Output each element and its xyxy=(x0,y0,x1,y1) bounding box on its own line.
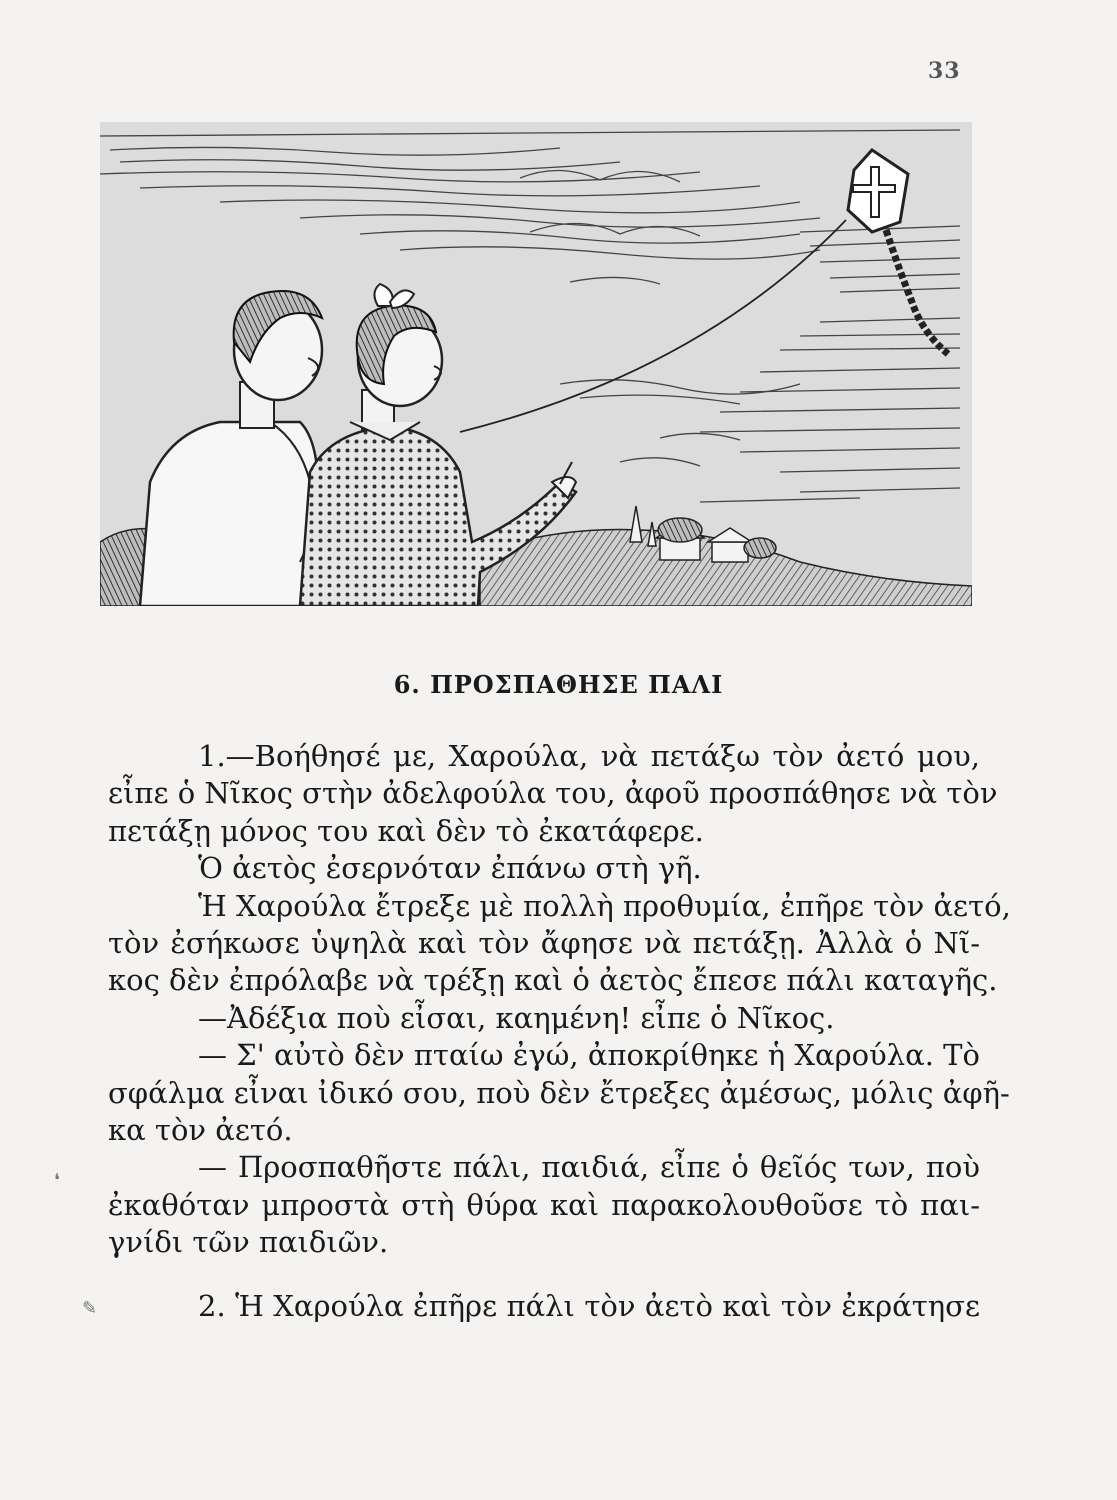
text-line: Ἡ Χαρούλα ἔτρεξε μὲ πολλὴ προθυμία, ἐπῆρε τὸν ἀετό, xyxy=(198,888,1011,923)
text-line: —Ἀδέξια ποὺ εἶσαι, καημένη! εἶπε ὁ Νῖκος. xyxy=(198,1000,835,1035)
margin-mark: ❛ xyxy=(54,1170,60,1191)
kite-illustration xyxy=(100,122,972,606)
text-line: — Σ' αὐτὸ δὲν πταίω ἐγώ, ἀποκρίθηκε ἡ Χαρούλα. Τὸ xyxy=(198,1038,980,1073)
kite-string xyxy=(460,220,846,432)
text-line: σφάλμα εἶναι ἰδικό σου, ποὺ δὲν ἔτρεξες ἀμέσως, μόλις ἀφῆ- xyxy=(108,1075,1010,1110)
text-line: εἶπε ὁ Νῖκος στὴν ἀδελφούλα του, ἀφοῦ προσπάθησε νὰ τὸν xyxy=(108,776,998,811)
chapter-title: 6. ΠΡΟΣΠΑΘΗΣΕ ΠΑΛΙ xyxy=(393,670,724,699)
text-line: κος δὲν ἐπρόλαβε νὰ τρέξῃ καὶ ὁ ἀετὸς ἔπεσε πάλι καταγῆς. xyxy=(108,963,998,998)
text-line: ἐκαθόταν μπροστὰ στὴ θύρα καὶ παρακολουθοῦσε τὸ παι- xyxy=(108,1187,980,1222)
page-number: 33 xyxy=(928,58,961,84)
text-line: πετάξῃ μόνος του καὶ δὲν τὸ ἐκατάφερε. xyxy=(108,813,704,848)
text-line: Ὁ ἀετὸς ἐσερνόταν ἐπάνω στὴ γῆ. xyxy=(198,851,702,886)
text-line: 2. Ἡ Χαρούλα ἐπῆρε πάλι τὸν ἀετὸ καὶ τὸν ἐκράτησε xyxy=(198,1288,980,1323)
boy-figure xyxy=(140,291,322,606)
text-line: τὸν ἐσήκωσε ὑψηλὰ καὶ τὸν ἄφησε νὰ πετάξῃ. Ἀλλὰ ὁ Νῖ- xyxy=(108,926,980,961)
text-line: γνίδι τῶν παιδιῶν. xyxy=(108,1225,389,1260)
kite-icon xyxy=(848,150,948,354)
chapter-body xyxy=(108,738,1011,1325)
margin-mark: ✎ xyxy=(82,1298,98,1319)
text-line: 1.—Βοήθησέ με, Χαρούλα, νὰ πετάξω τὸν ἀετό μου, xyxy=(198,739,980,773)
text-line: κα τὸν ἀετό. xyxy=(108,1113,293,1148)
text-line: — Προσπαθῆστε πάλι, παιδιά, εἶπε ὁ θεῖός των, ποὺ xyxy=(198,1150,980,1185)
